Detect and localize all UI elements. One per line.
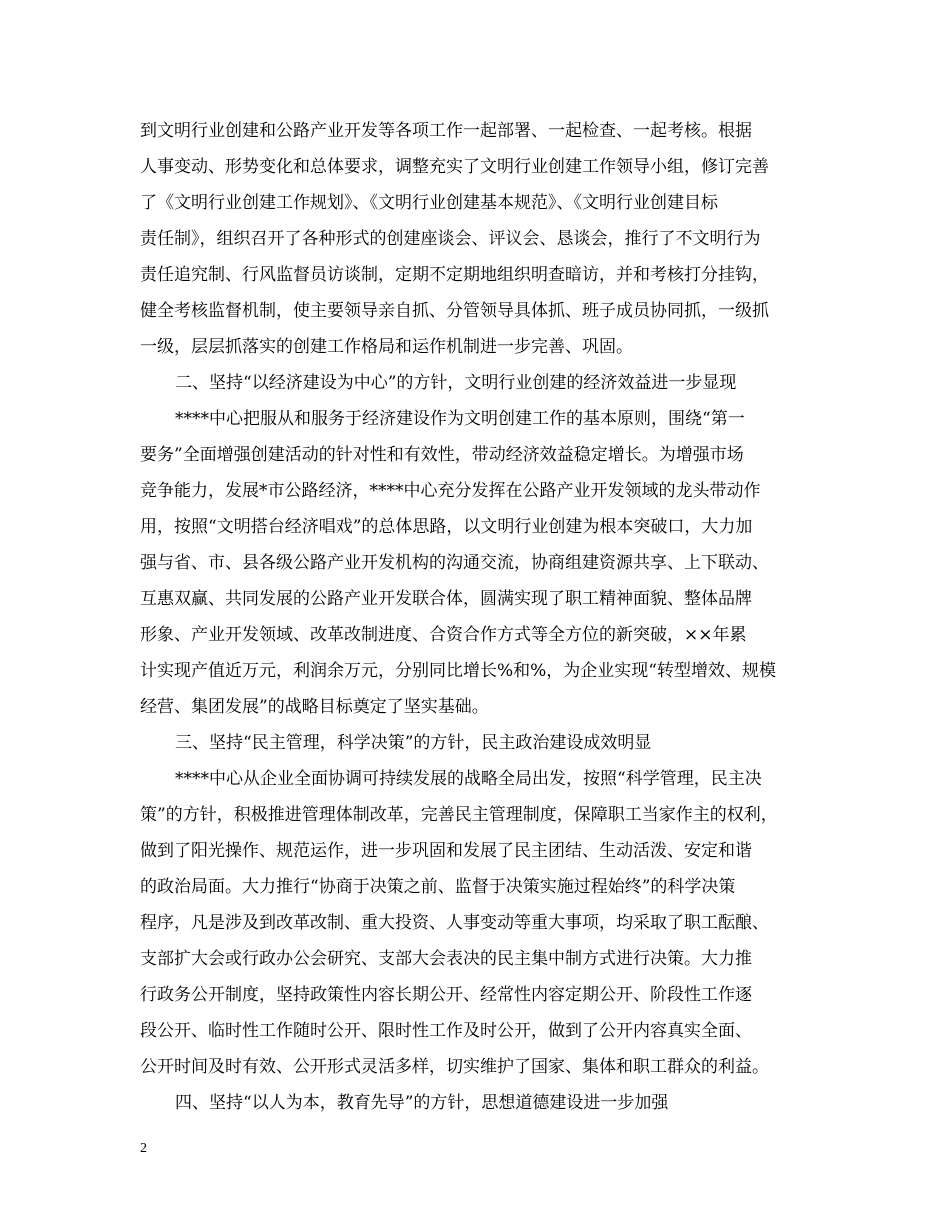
body-text-line: 一级，层层抓落实的创建工作格局和运作机制进一步完善、巩固。 (140, 337, 633, 357)
body-text-line: 形象、产业开发领域、改革改制进度、合资合作方式等全方位的新突破，××年累 (140, 625, 747, 645)
body-text-line: 到文明行业创建和公路产业开发等各项工作一起部署、一起检查、一起考核。根据 (140, 121, 752, 141)
body-text-line: 责任追究制、行风监督员访谈制，定期不定期地组织明查暗访，并和考核打分挂钩， (140, 265, 769, 285)
section-heading-3: 三、坚持“民主管理，科学决策”的方针，民主政治建设成效明显 (175, 733, 652, 753)
body-text-line: 责任制》，组织召开了各种形式的创建座谈会、评议会、恳谈会，推行了不文明行为 (140, 229, 761, 249)
body-text-line: 段公开、临时性工作随时公开、限时性工作及时公开，做到了公开内容真实全面、 (140, 1021, 752, 1041)
body-text-line: 竞争能力，发展*市公路经济，****中心充分发挥在公路产业开发领域的龙头带动作 (140, 481, 761, 501)
body-text-line: 公开时间及时有效、公开形式灵活多样，切实维护了国家、集体和职工群众的利益。 (140, 1057, 769, 1077)
body-text-line: 人事变动、形势变化和总体要求，调整充实了文明行业创建工作领导小组，修订完善 (140, 157, 769, 177)
body-text-line: 要务”全面增强创建活动的针对性和有效性，带动经济效益稳定增长。为增强市场 (140, 445, 744, 465)
body-text-line: 了《文明行业创建工作规划》、《文明行业创建基本规范》、《文明行业创建目标 (140, 193, 718, 213)
page-number: 2 (140, 1141, 147, 1156)
body-text-line: 强与省、市、县各级公路产业开发机构的沟通交流，协商组建资源共享、上下联动、 (140, 553, 769, 573)
body-text-line: 支部扩大会或行政办公会研究、支部大会表决的民主集中制方式进行决策。大力推 (140, 949, 752, 969)
body-text-line: 互惠双赢、共同发展的公路产业开发联合体，圆满实现了职工精神面貌、整体品牌 (140, 589, 752, 609)
body-text-line: 用，按照“文明搭台经济唱戏”的总体思路，以文明行业创建为根本突破口，大力加 (140, 517, 753, 537)
body-text-line: 策”的方针，积极推进管理体制改革，完善民主管理制度，保障职工当家作主的权利， (140, 805, 778, 825)
body-text-line: 经营、集团发展”的战略目标奠定了坚实基础。 (140, 697, 489, 717)
body-text-line: 行政务公开制度，坚持政策性内容长期公开、经常性内容定期公开、阶段性工作逐 (140, 985, 752, 1005)
section-heading-2: 二、坚持“以经济建设为中心”的方针，文明行业创建的经济效益进一步显现 (175, 373, 737, 393)
body-text-line: 的政治局面。大力推行“协商于决策之前、监督于决策实施过程始终”的科学决策 (140, 877, 736, 897)
body-text-line: ****中心从企业全面协调可持续发展的战略全局出发，按照“科学管理，民主决 (175, 769, 762, 789)
body-text-line: 做到了阳光操作、规范运作，进一步巩固和发展了民主团结、生动活泼、安定和谐 (140, 841, 752, 861)
body-text-line: 计实现产值近万元，利润余万元，分别同比增长%和%，为企业实现“转型增效、规模 (140, 661, 776, 681)
body-text-line: 健全考核监督机制，使主要领导亲自抓、分管领导具体抓、班子成员协同抓，一级抓 (140, 301, 769, 321)
body-text-line: ****中心把服从和服务于经济建设作为文明创建工作的基本原则，围绕“第一 (175, 409, 745, 429)
section-heading-4: 四、坚持“以人为本，教育先导”的方针，思想道德建设进一步加强 (175, 1093, 669, 1113)
body-text-line: 程序，凡是涉及到改革改制、重大投资、人事变动等重大事项，均采取了职工酝酿、 (140, 913, 769, 933)
